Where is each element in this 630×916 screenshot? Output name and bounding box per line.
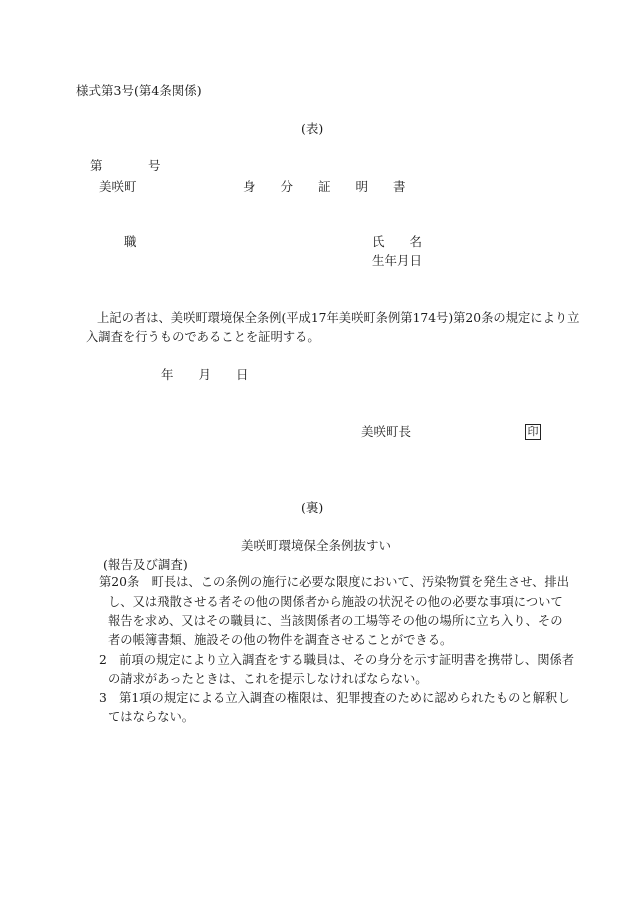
para2-line-1: 2 前項の規定により立入調査をする職員は、その身分を示す証明書を携帯し、関係者 xyxy=(99,653,575,667)
article20-line-3: 報告を求め、又はその職員に、当該関係者の工場等その他の場所に立ち入り、その xyxy=(108,614,563,628)
excerpt-title: 美咲町環境保全条例抜すい xyxy=(241,538,392,553)
article20-line-2: し、又は飛散させる者その他の関係者から施設の状況その他の必要な事項について xyxy=(108,595,563,609)
para2-line-2: の請求があったときは、これを提示しなければならない。 xyxy=(108,672,428,686)
para3-line-1: 3 第1項の規定による立入調査の権限は、犯罪捜査のために認められたものと解釈し xyxy=(99,691,570,705)
back-side-label: (裏) xyxy=(301,500,324,515)
seal-mark: 印 xyxy=(525,424,541,440)
para3-line-2: てはならない。 xyxy=(108,710,195,724)
number-suffix: 号 xyxy=(148,158,161,173)
certificate-title: 身 分 証 明 書 xyxy=(243,179,406,194)
front-side-label: (表) xyxy=(301,121,324,136)
name-label: 氏 名 xyxy=(372,234,423,249)
number-prefix: 第 xyxy=(90,158,103,173)
issuer: 美咲町長 xyxy=(361,424,412,439)
birthdate-label: 生年月日 xyxy=(372,253,423,268)
article20-line-4: 者の帳簿書類、施設その他の物件を調査させることができる。 xyxy=(108,633,453,647)
excerpt-caption: (報告及び調査) xyxy=(103,557,188,572)
form-number: 様式第3号(第4条関係) xyxy=(76,83,202,98)
town-name: 美咲町 xyxy=(99,179,137,194)
statement-line-2: 入調査を行うものであることを証明する。 xyxy=(86,330,320,344)
position-label: 職 xyxy=(124,234,137,249)
statement-line-1: 上記の者は、美咲町環境保全条例(平成17年美咲町条例第174号)第20条の規定により立 xyxy=(97,311,580,325)
article20-line-1: 第20条 町長は、この条例の施行に必要な限度において、汚染物質を発生させ、排出 xyxy=(99,575,570,589)
date-label: 年 月 日 xyxy=(161,367,249,382)
